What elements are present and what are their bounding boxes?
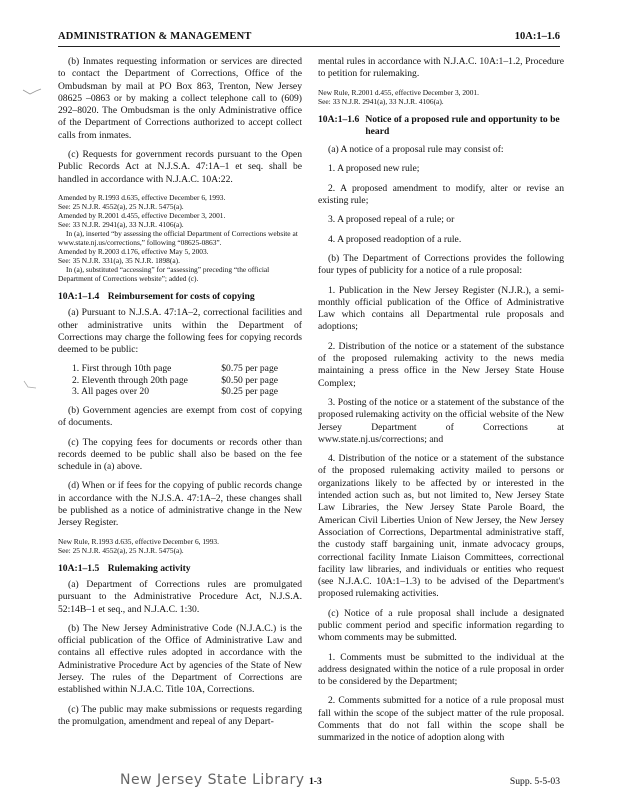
list-item: 2. Distribution of the notice or a statement of the substance of the proposed rulemaking activity to the news media maintaining a press office in the New Jersey State House Complex; (318, 340, 564, 389)
header-title: ADMINISTRATION & MANAGEMENT (58, 31, 252, 42)
history-line: Amended by R.2001 d.455, effective December 3, 2001. (58, 210, 226, 220)
history-line: See: 33 N.J.R. 2941(a), 33 N.J.R. 4106(a). (58, 219, 184, 229)
section-number: 10A:1–1.4 (58, 290, 100, 302)
header-section-code: 10A:1–1.6 (514, 31, 560, 42)
section-heading (58, 563, 302, 575)
history-line: New Rule, R.1993 d.635, effective December 6, 1993. (58, 536, 219, 546)
right-column (318, 56, 564, 752)
history-note (58, 537, 302, 555)
list-item: 1. Publication in the New Jersey Register (N.J.R.), a semi-monthly official publication of the Office of Administrative Law which contains all Departmental rule proposals and adoptions; (318, 284, 564, 333)
paragraph: (a) Pursuant to N.J.S.A. 47:1A–2, correctional facilities and other administrative units within the Department of Corrections may charge the following fees for copying records deemed to be public: (58, 307, 302, 356)
list-item: 4. Distribution of the notice or a statement of the substance of the proposed rulemaking activity mailed to persons or organizations likely to be affected by or interested in the intended action such as, but not limited to, New Jersey State Law Libraries, the New Jersey State Parole Board, the American Civil Liberties Union of New Jersey, the New Jersey Association of Corrections, Departmental administrative staff, the custody staff bargaining unit, inmate advocacy groups, correctional facility Inmate Liaison Committees, correctional facility law libraries, and individuals or entities who request (see N.J.A.C. 10A:1–1.3) to be advised of the Department's proposed rulemaking activities. (318, 453, 564, 600)
margin-mark (22, 88, 42, 98)
history-note (58, 193, 302, 283)
margin-mark (22, 380, 42, 390)
history-line: See: 25 N.J.R. 4552(a), 25 N.J.R. 5475(a). (58, 201, 184, 211)
paragraph: (b) Inmates requesting information or services are directed to contact the Department of Corrections, Office of the Ombudsman by mail at PO Box 863, Trenton, New Jersey 08625 –0863 or by making a collect telephone call to (609) 292–8020. The Ombudsman is the only Administrative office of the Department of Corrections authorized to accept collect calls from inmates. (58, 56, 302, 141)
paragraph: (a) Department of Corrections rules are promulgated pursuant to the Administrative Procedure Act, N.J.S.A. 52:14B–1 et seq., and N.J.A.C. 1:30. (58, 578, 302, 615)
history-line: In (a), substituted “accessing” for “assessing” preceding “the official Department of Corrections website”; added (c). (58, 264, 270, 283)
history-line: See: 35 N.J.R. 331(a), 35 N.J.R. 1898(a). (58, 255, 180, 265)
section-title: Reimbursement for costs of copying (107, 290, 255, 302)
paragraph: (d) When or if fees for the copying of public records change in accordance with the N.J.S.A. 47:1A–2, these changes shall be published as a notice of administrative change in the New Jersey Register. (58, 480, 302, 529)
paragraph: (b) The New Jersey Administrative Code (N.J.A.C.) is the official publication of the Office of Administrative Law and contains all effective rules adopted in accordance with the Administrative Procedure Act by agencies of the State of New Jersey. The rules of the Department of Corrections are established within N.J.A.C. Title 10A, Corrections. (58, 622, 302, 696)
history-line: See: 25 N.J.R. 4552(a), 25 N.J.R. 5475(a). (58, 545, 184, 555)
history-line: Amended by R.2003 d.176, effective May 5, 2003. (58, 246, 209, 256)
paragraph: (c) The copying fees for documents or records other than records deemed to be public shall also be based on the fee schedule in (a) above. (58, 436, 302, 473)
page-number: 1-3 (309, 776, 322, 787)
history-line: See: 33 N.J.R. 2941(a), 33 N.J.R. 4106(a). (318, 96, 444, 106)
section-heading (58, 291, 302, 303)
fee-row (72, 363, 278, 375)
fee-row (72, 375, 278, 387)
paragraph: (c) Requests for government records pursuant to the Open Public Records Act at N.J.S.A. 47:1A–1 et seq. shall be handled in accordance with N.J.A.C. 10A:22. (58, 149, 302, 185)
fee-price: $0.75 per page (221, 363, 278, 375)
paragraph: (c) Notice of a rule proposal shall include a designated public comment period and specific information regarding to whom comments may be submitted. (318, 607, 564, 644)
paragraph: mental rules in accordance with N.J.A.C. 10A:1–1.2, Procedure to petition for rulemaking. (318, 56, 564, 80)
section-heading (318, 114, 564, 139)
history-note (318, 88, 564, 106)
supplement-date: Supp. 5-5-03 (509, 776, 560, 787)
fee-schedule (72, 363, 278, 398)
history-line: Amended by R.1993 d.635, effective December 6, 1993. (58, 192, 226, 202)
paragraph: (b) Government agencies are exempt from cost of copying of documents. (58, 404, 302, 429)
left-column (58, 56, 302, 735)
history-line: New Rule, R.2001 d.455, effective December 3, 2001. (318, 87, 479, 97)
fee-label: 3. All pages over 20 (72, 386, 150, 398)
section-number: 10A:1–1.6 (318, 113, 360, 125)
running-header (58, 30, 560, 47)
section-title: Notice of a proposed rule and opportunity to be heard (365, 113, 560, 137)
section-number: 10A:1–1.5 (58, 562, 100, 574)
list-item: 1. Comments must be submitted to the individual at the address designated within the notice of a rule proposal in order to be considered by the Department; (318, 651, 564, 688)
history-line: In (a), inserted “by assessing the official Department of Corrections website at www.state.nj.us/corrections,” following “08625-0863”. (58, 228, 298, 247)
library-watermark: New Jersey State Library (120, 772, 305, 788)
paragraph: (c) The public may make submissions or requests regarding the promulgation, amendment and repeal of any Depart- (58, 703, 302, 727)
list-item: 4. A proposed readoption of a rule. (328, 233, 462, 245)
section-title: Rulemaking activity (107, 562, 191, 574)
list-item: 1. A proposed new rule; (328, 163, 420, 175)
fee-label: 2. Eleventh through 20th page (72, 374, 188, 386)
page-footer (58, 772, 560, 792)
fee-row (72, 386, 278, 398)
list-item: 3. Posting of the notice or a statement of the substance of the proposed rulemaking activity on the official website of the New Jersey Department of Corrections at www.state.nj.us/corrections; and (318, 396, 564, 445)
paragraph: (a) A notice of a proposal rule may consist of: (328, 144, 504, 156)
list-item: 3. A proposed repeal of a rule; or (328, 214, 455, 226)
paragraph: (b) The Department of Corrections provides the following four types of publicity for a notice of a rule proposal: (318, 252, 564, 277)
fee-label: 1. First through 10th page (72, 363, 172, 375)
fee-price: $0.50 per page (221, 374, 278, 386)
fee-price: $0.25 per page (221, 386, 278, 398)
list-item: 2. Comments submitted for a notice of a rule proposal must fall within the scope of the subject matter of the rule proposal. Comments that do not fall within the scope shall be summarized in the notice of adoption along with (318, 695, 564, 744)
list-item: 2. A proposed amendment to modify, alter or revise an existing rule; (318, 182, 564, 207)
